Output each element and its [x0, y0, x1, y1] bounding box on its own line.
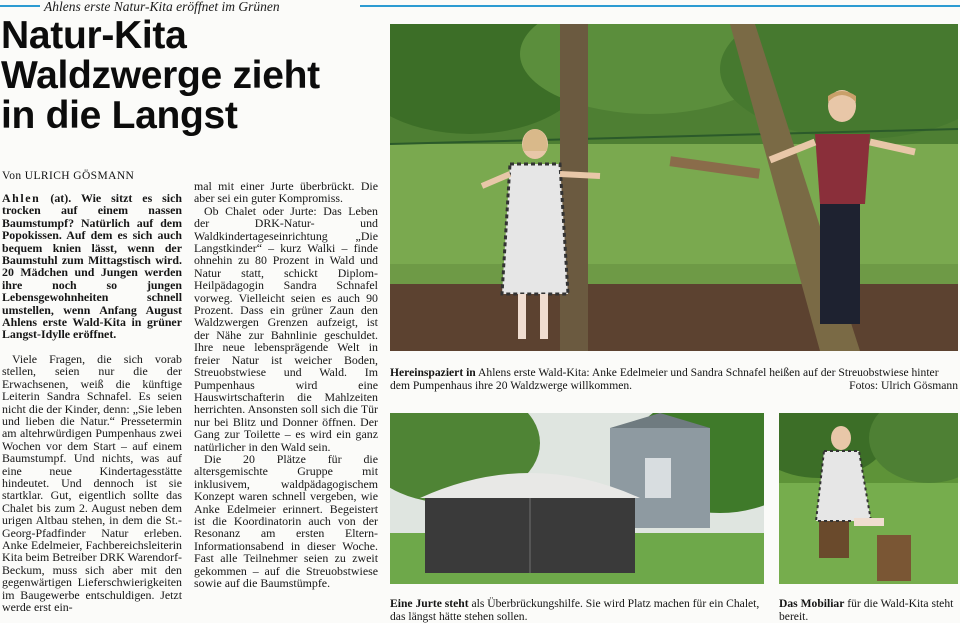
kicker-rule-right — [360, 5, 960, 7]
body-paragraph: Ob Chalet oder Jurte: Das Leben der DRK-Natur- und Waldkindertageseinrichtung „Die Langstkinder“ – kurz Walki – finde ohnehin zu 80 Prozent in Wald und Natur statt, schickt Diplom-Heilpädagogin Sandra Schnafel vorweg. Vielleicht seien es auch 90 Prozent. Dass ein grüner Zaun den Waldzwergen Grenzen aufzeigt, ist der Nähe zur Bahnlinie geschuldet. Ihre neue lebensprägende Welt in freier Natur ist weicher Boden, Streuobstwiese und Wald. Im Pumpenhaus wird eine Hauswirtschafterin die Mahlzeiten herrichten. Ansonsten soll sich die Tür nur bei Blitz und Donner öffnen. Der Gang zur Toilette – es wird ein ganz natürlicher in den Wald sein. — [194, 203, 378, 454]
lead-paragraph — [2, 192, 182, 341]
byline: Von ULRICH GÖSMANN — [2, 170, 135, 182]
lead-text: (at). Wie sitzt es sich trocken auf einem nassen Baumstumpf? Natürlich auf dem Popokissen. Auf dem es sich auch bequem knien lässt, wenn der Baumstuhl zum Mittagstisch wird. 20 Mädchen und Jungen werden ihre noch so jungen Lebensgewohnheiten schnell umstellen, wenn Anfang August Ahlens erste Wald-Kita in grüner Langst-Idylle eröffnet. — [2, 191, 182, 342]
body-paragraph: mal mit einer Jurte überbrückt. Die aber sei ein guter Kompromiss. — [194, 179, 378, 206]
headline-line-3: in die Langst — [1, 94, 238, 137]
main-photo — [390, 24, 958, 351]
body-paragraph: Die 20 Plätze für die altersgemischte Gruppe mit inklusivem, waldpädagogischem Konzept waren schnell vergeben, wie Anke Edelmeier erinnert. Begeistert ist die Koordinatorin auch von der Resonanz am ersten Eltern-Informationsabend in dieser Woche. Fast alle Teilnehmer seien zu zweit gekommen – auf die Streuobstwiese sowie auf die Baumstümpfe. — [194, 451, 378, 590]
headline-line-1: Natur-Kita — [1, 14, 187, 57]
jurte-photo-caption — [390, 597, 766, 623]
caption-bold: Das Mobiliar — [779, 597, 845, 610]
headline — [1, 16, 381, 136]
caption-text: für die Wald-Kita steht bereit. — [779, 597, 954, 623]
main-photo-caption — [390, 366, 958, 392]
jurte-photo — [390, 413, 764, 584]
mobiliar-photo-caption — [779, 597, 960, 623]
article-column-2 — [194, 180, 378, 589]
photo-credit: Fotos: Ulrich Gösmann — [849, 379, 958, 392]
caption-text: Ahlens erste Wald-Kita: Anke Edelmeier und Sandra Schnafel heißen auf der Streuobstwiese hinter dem Pumpenhaus ihre 20 Waldzwerge willkommen. — [390, 366, 939, 392]
dateline: Ahlen — [2, 191, 41, 205]
mobiliar-photo — [779, 413, 958, 584]
kicker-rule-left — [0, 5, 40, 7]
body-paragraph: Viele Fragen, die sich vorab stellen, seien nur die der Erwachsenen, weiß die künftige Leiterin Sandra Schnafel. Es seien nicht die der Kinder, denn: „Sie leben und lieben die Natur.“ Pressetermin am altehrwürdigen Pumpenhaus zwei Wochen vor dem Start – auf einem Baumstumpf. Und nichts, was auf eine neue Kindertagesstätte hindeutet. Und dennoch ist sie startklar. Gut, eigentlich sollte das Chalet bis zum 2. August neben dem urigen Altbau stehen, in dem die St.-Georg-Pfadfinder Natur erleben. Anke Edelmeier, Fachbereichsleiterin Kita beim Betreiber DRK Warendorf-Beckum, muss sich aber mit den gegenwärtigen Lieferschwierigkeiten im Baugewerbe entschuldigen. Jetzt werde erst ein- — [2, 351, 182, 614]
headline-line-2: Waldzwerge zieht — [1, 54, 320, 97]
caption-bold: Eine Jurte steht — [390, 597, 469, 610]
caption-bold: Hereinspaziert in — [390, 366, 476, 379]
article-column-1 — [2, 192, 182, 613]
kicker: Ahlens erste Natur-Kita eröffnet im Grünen — [40, 0, 284, 15]
caption-text: als Überbrückungshilfe. Sie wird Platz machen für ein Chalet, das längst hätte stehen sollen. — [390, 597, 760, 623]
